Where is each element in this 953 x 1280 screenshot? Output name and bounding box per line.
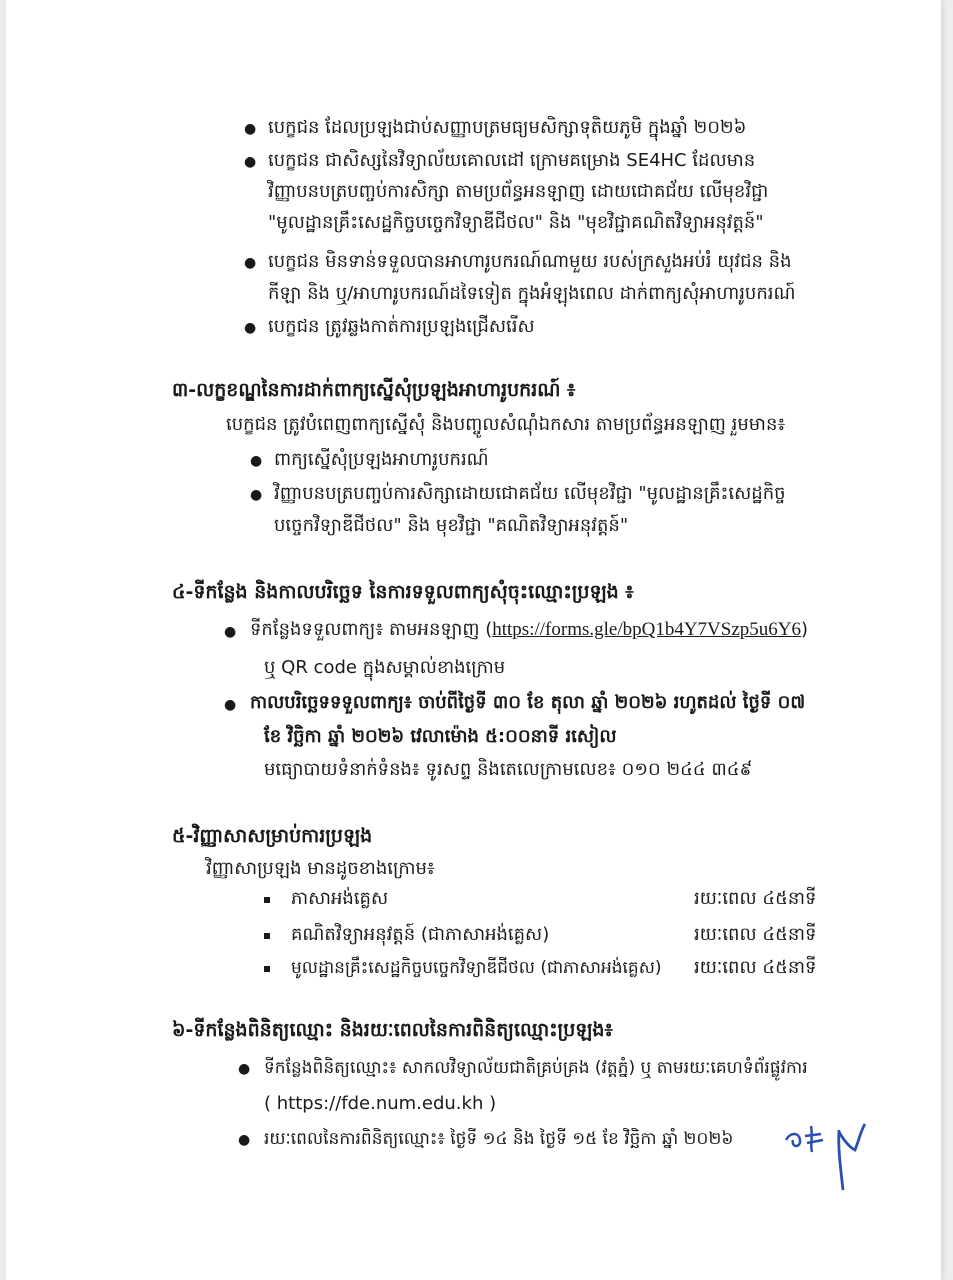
subject-name: ភាសាអង់គ្លេស bbox=[291, 888, 389, 909]
subject-name: មូលដ្ឋានគ្រឹះសេដ្ឋកិច្ចបច្ចេកវិទ្យាឌីជីថល (ជាភាសាអង់គ្លេស) bbox=[291, 958, 662, 978]
square-bullet bbox=[264, 933, 270, 939]
bullet-dot: ● bbox=[238, 1061, 251, 1077]
check-url[interactable]: ( https://fde.num.edu.kh ) bbox=[264, 1093, 497, 1114]
bullet-dot: ● bbox=[244, 255, 257, 271]
check-place: ទីកន្លែងពិនិត្យឈ្មោះ៖ សាកលវិទ្យាល័យជាតិគ្រប់គ្រង (វត្តភ្នំ) ឬ តាមរយៈគេហទំព័រផ្លូវការ bbox=[264, 1058, 808, 1078]
document-page bbox=[6, 0, 941, 1280]
bullet-dot: ● bbox=[250, 487, 263, 503]
eligibility-bullet-3-cont: កីឡា និង ឬ/អាហារូបករណ៍ដទៃទៀត ក្នុងអំឡុងពេល ដាក់ពាក្យសុំអាហារូបករណ៍ bbox=[268, 283, 796, 304]
document-bullet-2-cont: បច្ចេកវិទ្យាឌីជីថល" និង មុខវិជ្ជា "គណិតវិទ្យាអនុវត្តន៍" bbox=[274, 515, 629, 536]
check-period: រយៈពេលនៃការពិនិត្យឈ្មោះ៖ ថ្ងៃទី ១៤ និង ថ្ងៃទី ១៥ ខែ វិច្ឆិកា ឆ្នាំ ២០២៦ bbox=[264, 1129, 734, 1149]
subject-name: គណិតវិទ្យាអនុវត្តន៍ (ជាភាសាអង់គ្លេស) bbox=[291, 924, 550, 945]
bullet-dot: ● bbox=[244, 121, 257, 137]
eligibility-bullet-2: បេក្ខជន ជាសិស្សនៃវិទ្យាល័យគោលដៅ ក្រោមគម្រោង SE4HC ដែលមាន bbox=[268, 150, 756, 171]
bullet-dot: ● bbox=[250, 453, 263, 469]
square-bullet bbox=[264, 897, 270, 903]
contact-info: មធ្យោបាយទំនាក់ទំនង៖ ទូរសព្ទ និងតេលេក្រាមលេខ៖ ០១០ ២៤៤ ៣៤៩ bbox=[264, 759, 753, 780]
section-6-heading: ៦-ទីកន្លែងពិនិត្យឈ្មោះ និងរយៈពេលនៃការពិនិត្យឈ្មោះប្រឡង៖ bbox=[172, 1019, 613, 1041]
eligibility-bullet-2-cont: វិញ្ញាបនបត្របញ្ចប់ការសិក្សា តាមប្រព័ន្ធអនឡាញ ដោយជោគជ័យ លើមុខវិជ្ជា bbox=[268, 181, 769, 202]
submission-period-cont: ខែ វិច្ឆិកា ឆ្នាំ ២០២៦ វេលាម៉ោង ៥:០០នាទី រសៀល bbox=[264, 726, 617, 747]
submission-period: កាលបរិច្ឆេទទទួលពាក្យ៖ ចាប់ពីថ្ងៃទី ៣០ ខែ តុលា ឆ្នាំ ២០២៦ រហូតដល់ ថ្ងៃទី ០៧ bbox=[250, 692, 806, 713]
square-bullet bbox=[264, 966, 270, 972]
bullet-dot: ● bbox=[244, 320, 257, 336]
subject-duration: រយៈពេល ៤៥នាទី bbox=[694, 924, 817, 945]
eligibility-bullet-3: បេក្ខជន មិនទាន់ទទួលបានអាហារូបករណ៍ណាមួយ របស់ក្រសួងអប់រំ យុវជន និង bbox=[268, 251, 792, 272]
bullet-dot: ● bbox=[238, 1132, 251, 1148]
section-5-intro: វិញ្ញាសាប្រឡង មានដូចខាងក្រោម៖ bbox=[206, 858, 435, 879]
submission-place-label: ទីកន្លែងទទួលពាក្យ៖ តាមអនឡាញ ( bbox=[250, 619, 493, 640]
application-form-link[interactable]: https://forms.gle/bpQ1b4Y7VSzp5u6Y6 bbox=[492, 619, 801, 640]
section-5-heading: ៥-វិញ្ញាសាសម្រាប់ការប្រឡង bbox=[172, 825, 373, 847]
submission-place-line bbox=[250, 618, 808, 642]
subject-duration: រយៈពេល ៤៥នាទី bbox=[694, 888, 817, 909]
paren-close: ) bbox=[801, 619, 809, 640]
document-bullet-2: វិញ្ញាបនបត្របញ្ចប់ការសិក្សាដោយជោគជ័យ លើមុខវិជ្ជា "មូលដ្ឋានគ្រឹះសេដ្ឋកិច្ច bbox=[274, 483, 786, 504]
eligibility-bullet-1: បេក្ខជន ដែលប្រឡងជាប់សញ្ញាបត្រមធ្យមសិក្សាទុតិយភូមិ ក្នុងឆ្នាំ ២០២៦ bbox=[268, 117, 747, 138]
document-bullet-1: ពាក្យស្នើសុំប្រឡងអាហារូបករណ៍ bbox=[274, 449, 489, 470]
subject-duration: រយៈពេល ៤៥នាទី bbox=[694, 957, 817, 978]
qr-code-note: ឬ QR code ក្នុងសម្គាល់ខាងក្រោម bbox=[264, 657, 506, 678]
signature-mark bbox=[781, 1118, 876, 1198]
section-4-heading: ៤-ទីកន្លែង និងកាលបរិច្ឆេទ នៃការទទួលពាក្យសុំចុះឈ្មោះប្រឡង ៖ bbox=[172, 581, 634, 603]
section-3-heading: ៣-លក្ខខណ្ឌនៃការដាក់ពាក្យស្នើសុំប្រឡងអាហារូបករណ៍ ៖ bbox=[172, 379, 576, 401]
eligibility-bullet-4: បេក្ខជន ត្រូវឆ្លងកាត់ការប្រឡងជ្រើសរើស bbox=[268, 316, 535, 337]
bullet-dot: ● bbox=[244, 154, 257, 170]
bullet-dot: ● bbox=[224, 697, 237, 713]
section-3-intro: បេក្ខជន ត្រូវបំពេញពាក្យស្នើសុំ និងបញ្ចូលសំណុំឯកសារ តាមប្រព័ន្ធអនឡាញ រួមមាន៖ bbox=[226, 414, 786, 435]
bullet-dot: ● bbox=[224, 624, 237, 640]
eligibility-bullet-2-cont: "មូលដ្ឋានគ្រឹះសេដ្ឋកិច្ចបច្ចេកវិទ្យាឌីជីថល" និង "មុខវិជ្ជាគណិតវិទ្យាអនុវត្តន៍" bbox=[268, 212, 764, 233]
